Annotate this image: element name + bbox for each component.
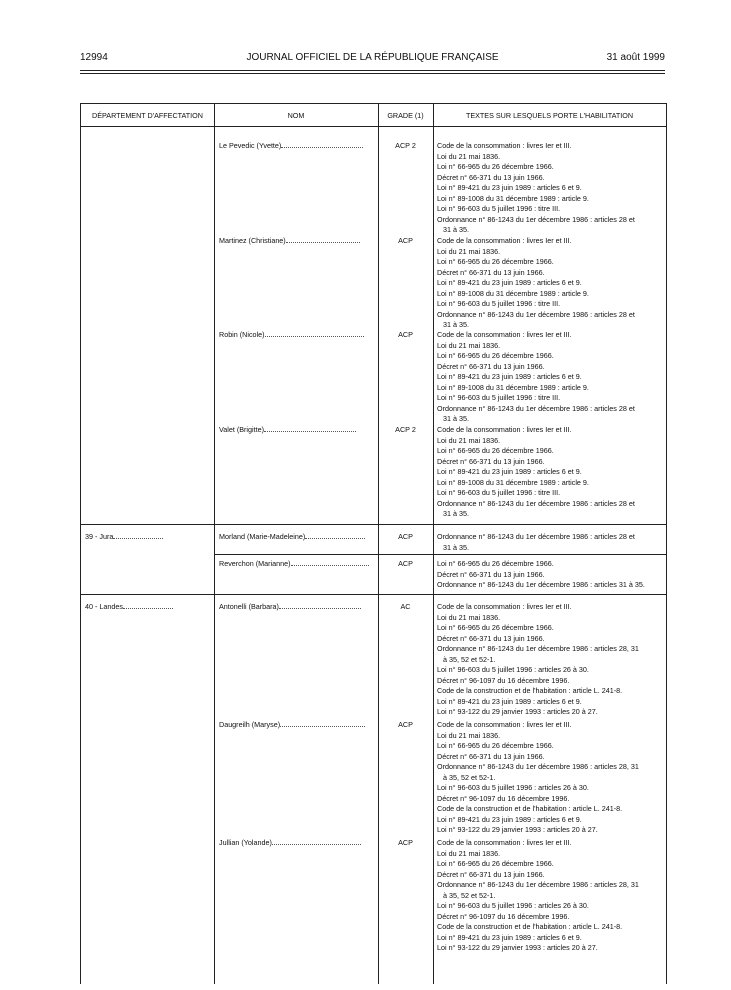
dotted-leader (305, 538, 365, 539)
textes-cell (437, 720, 659, 836)
legal-text-line: Loi n° 66-965 du 26 décembre 1966. (437, 741, 554, 750)
dotted-leader (113, 538, 163, 539)
header-rule (80, 70, 665, 71)
legal-text-line: Loi n° 96-603 du 5 juillet 1996 : titre III. (437, 299, 561, 308)
legal-text-line: Loi n° 93-122 du 29 janvier 1993 : articles 20 à 27. (437, 825, 598, 834)
legal-text-line: Ordonnance n° 86-1243 du 1er décembre 1986 : articles 28 et (437, 214, 635, 224)
dotted-leader (272, 844, 361, 845)
nom-cell (219, 532, 365, 543)
legal-text-line: 31 à 35. (443, 509, 469, 518)
legal-text-line: Loi n° 96-603 du 5 juillet 1996 : titre III. (437, 488, 561, 497)
legal-text-line: Ordonnance n° 86-1243 du 1er décembre 1986 : articles 28, 31 (437, 644, 639, 653)
legal-text-line: Loi du 21 mai 1836. (437, 435, 501, 445)
departement-label: 39 - Jura (85, 532, 114, 541)
agent-name: Le Pevedic (Yvette) (219, 141, 282, 150)
legal-text-line: Code de la construction et de l'habitation : article L. 241-8. (437, 922, 623, 931)
grade-cell: ACP (398, 559, 413, 568)
legal-text-line: à 35, 52 et 52-1. (443, 654, 496, 664)
agent-name: Valet (Brigitte) (219, 425, 265, 434)
legal-text-line: Loi du 21 mai 1836. (437, 246, 501, 256)
legal-text-line: Code de la consommation : livres Ier et III. (437, 720, 572, 729)
legal-text-line: Loi du 21 mai 1836. (437, 848, 501, 858)
legal-text-line: à 35, 52 et 52-1. (443, 772, 496, 782)
legal-text-line: Décret n° 66-371 du 13 juin 1966. (437, 633, 545, 643)
header-rule-secondary (80, 73, 665, 74)
textes-cell (437, 236, 659, 331)
legal-text-line: Loi n° 66-965 du 26 décembre 1966. (437, 162, 554, 171)
legal-text-line: Code de la construction et de l'habitation : article L. 241-8. (437, 686, 623, 695)
legal-text-line: Loi n° 89-1008 du 31 décembre 1989 : article 9. (437, 288, 589, 298)
column-header-grade: GRADE (1) (387, 111, 424, 120)
dotted-leader (291, 565, 369, 566)
legal-text-line: Décret n° 66-371 du 13 juin 1966. (437, 751, 545, 761)
legal-text-line: Loi n° 96-603 du 5 juillet 1996 : titre III. (437, 204, 561, 213)
nom-cell (219, 236, 360, 247)
legal-text-line: Loi du 21 mai 1836. (437, 151, 501, 161)
legal-text-line: 31 à 35. (443, 414, 469, 423)
habilitation-table (80, 103, 667, 984)
textes-cell (437, 330, 659, 425)
grade-cell: ACP (398, 236, 413, 245)
legal-text-line: Loi du 21 mai 1836. (437, 730, 501, 740)
legal-text-line: Loi n° 89-421 du 23 juin 1989 : articles 6 et 9. (437, 183, 582, 192)
column-divider (214, 104, 215, 984)
legal-text-line: Loi n° 89-1008 du 31 décembre 1989 : article 9. (437, 193, 589, 203)
legal-text-line: Ordonnance n° 86-1243 du 1er décembre 1986 : articles 28 et (437, 498, 635, 508)
legal-text-line: Décret n° 66-371 du 13 juin 1966. (437, 456, 545, 466)
dotted-leader (279, 608, 361, 609)
legal-text-line: Loi n° 66-965 du 26 décembre 1966. (437, 257, 554, 266)
page-header (80, 52, 665, 66)
legal-text-line: Ordonnance n° 86-1243 du 1er décembre 1986 : articles 31 à 35. (437, 580, 645, 589)
legal-text-line: Loi n° 93-122 du 29 janvier 1993 : articles 20 à 27. (437, 707, 598, 716)
legal-text-line: 31 à 35. (443, 320, 469, 329)
legal-text-line: à 35, 52 et 52-1. (443, 890, 496, 900)
nom-cell (219, 838, 361, 849)
legal-text-line: Décret n° 66-371 du 13 juin 1966. (437, 267, 545, 277)
grade-cell: ACP 2 (395, 141, 416, 150)
legal-text-line: Loi n° 89-1008 du 31 décembre 1989 : article 9. (437, 382, 589, 392)
legal-text-line: Loi n° 66-965 du 26 décembre 1966. (437, 623, 554, 632)
legal-text-line: Ordonnance n° 86-1243 du 1er décembre 1986 : articles 28 et (437, 309, 635, 319)
legal-text-line: Loi n° 96-603 du 5 juillet 1996 : articles 26 à 30. (437, 665, 589, 674)
legal-text-line: Loi n° 89-421 du 23 juin 1989 : articles 6 et 9. (437, 372, 582, 381)
agent-name: Robin (Nicole) (219, 330, 265, 339)
agent-name: Antonelli (Barbara) (219, 602, 279, 611)
column-header-nom: NOM (287, 111, 305, 120)
grade-cell: ACP (398, 838, 413, 847)
legal-text-line: Loi n° 89-421 du 23 juin 1989 : articles 6 et 9. (437, 278, 582, 287)
legal-text-line: Ordonnance n° 86-1243 du 1er décembre 1986 : articles 28 et (437, 403, 635, 413)
legal-text-line: Code de la consommation : livres Ier et III. (437, 425, 572, 434)
legal-text-line: 31 à 35. (443, 225, 469, 234)
grade-cell: ACP 2 (395, 425, 416, 434)
agent-name: Morland (Marie-Madeleine) (219, 532, 306, 541)
agent-name: Reverchon (Marianne) (219, 559, 291, 568)
legal-text-line: Décret n° 66-371 du 13 juin 1966. (437, 869, 545, 879)
dotted-leader (281, 147, 363, 148)
nom-cell (219, 720, 365, 731)
legal-text-line: Décret n° 66-371 du 13 juin 1966. (437, 172, 545, 182)
legal-text-line: Ordonnance n° 86-1243 du 1er décembre 1986 : articles 28 et (437, 532, 635, 541)
agent-name: Jullian (Yolande) (219, 838, 272, 847)
legal-text-line: Loi du 21 mai 1836. (437, 612, 501, 622)
legal-text-line: Loi n° 96-603 du 5 juillet 1996 : articles 26 à 30. (437, 783, 589, 792)
nom-cell (219, 559, 369, 570)
legal-text-line: Décret n° 96-1097 du 16 décembre 1996. (437, 675, 570, 685)
nom-cell (219, 602, 361, 613)
legal-text-line: Code de la consommation : livres Ier et III. (437, 838, 572, 847)
legal-text-line: 31 à 35. (443, 542, 469, 552)
legal-text-line: Ordonnance n° 86-1243 du 1er décembre 1986 : articles 28, 31 (437, 880, 639, 889)
agent-name: Martinez (Christiane) (219, 236, 286, 245)
grade-cell: ACP (398, 532, 413, 541)
column-header-textes: TEXTES SUR LESQUELS PORTE L'HABILITATION (465, 111, 634, 120)
departement-label: 40 - Landes (85, 602, 123, 611)
legal-text-line: Loi n° 66-965 du 26 décembre 1966. (437, 859, 554, 868)
nom-cell (219, 425, 356, 436)
dotted-leader (265, 336, 365, 337)
issue-date: 31 août 1999 (606, 52, 665, 63)
row-separator (214, 554, 666, 555)
agent-name: Daugreilh (Maryse) (219, 720, 281, 729)
legal-text-line: Décret n° 96-1097 du 16 décembre 1996. (437, 911, 570, 921)
legal-text-line: Loi n° 96-603 du 5 juillet 1996 : articles 26 à 30. (437, 901, 589, 910)
departement-cell (85, 532, 163, 543)
dotted-leader (264, 431, 356, 432)
grade-cell: ACP (398, 330, 413, 339)
legal-text-line: Code de la consommation : livres Ier et III. (437, 602, 572, 611)
legal-text-line: Décret n° 66-371 du 13 juin 1966. (437, 569, 545, 579)
textes-cell (437, 838, 659, 954)
textes-cell (437, 532, 659, 553)
legal-text-line: Loi n° 66-965 du 26 décembre 1966. (437, 446, 554, 455)
departement-cell (85, 602, 173, 613)
legal-text-line: Code de la consommation : livres Ier et III. (437, 236, 572, 245)
table-header (81, 104, 666, 127)
grade-cell: AC (400, 602, 411, 611)
column-divider (433, 104, 434, 984)
legal-text-line: Code de la construction et de l'habitation : article L. 241-8. (437, 804, 623, 813)
dotted-leader (280, 726, 365, 727)
legal-text-line: Décret n° 96-1097 du 16 décembre 1996. (437, 793, 570, 803)
journal-title: JOURNAL OFFICIEL DE LA RÉPUBLIQUE FRANÇAISE (246, 52, 499, 63)
nom-cell (219, 330, 364, 341)
group-separator (81, 594, 666, 595)
grade-cell: ACP (398, 720, 413, 729)
textes-cell (437, 559, 659, 591)
textes-cell (437, 425, 659, 520)
column-header-departement: DÉPARTEMENT D'AFFECTATION (92, 111, 203, 120)
legal-text-line: Loi n° 89-1008 du 31 décembre 1989 : article 9. (437, 477, 589, 487)
legal-text-line: Loi n° 89-421 du 23 juin 1989 : articles 6 et 9. (437, 932, 582, 942)
legal-text-line: Loi n° 89-421 du 23 juin 1989 : articles 6 et 9. (437, 814, 582, 824)
legal-text-line: Ordonnance n° 86-1243 du 1er décembre 1986 : articles 28, 31 (437, 762, 639, 771)
dotted-leader (123, 608, 173, 609)
legal-text-line: Loi n° 66-965 du 26 décembre 1966. (437, 559, 554, 568)
textes-cell (437, 602, 659, 718)
legal-text-line: Code de la consommation : livres Ier et III. (437, 141, 572, 150)
group-separator (81, 524, 666, 525)
legal-text-line: Loi n° 96-603 du 5 juillet 1996 : titre III. (437, 393, 561, 402)
legal-text-line: Loi n° 93-122 du 29 janvier 1993 : articles 20 à 27. (437, 943, 598, 952)
legal-text-line: Loi n° 89-421 du 23 juin 1989 : articles 6 et 9. (437, 467, 582, 476)
legal-text-line: Loi n° 89-421 du 23 juin 1989 : articles 6 et 9. (437, 696, 582, 706)
dotted-leader (286, 242, 360, 243)
legal-text-line: Décret n° 66-371 du 13 juin 1966. (437, 361, 545, 371)
legal-text-line: Loi n° 66-965 du 26 décembre 1966. (437, 351, 554, 360)
legal-text-line: Code de la consommation : livres Ier et III. (437, 330, 572, 339)
page-number: 12994 (80, 52, 108, 63)
textes-cell (437, 141, 659, 236)
legal-text-line: Loi du 21 mai 1836. (437, 340, 501, 350)
nom-cell (219, 141, 363, 152)
